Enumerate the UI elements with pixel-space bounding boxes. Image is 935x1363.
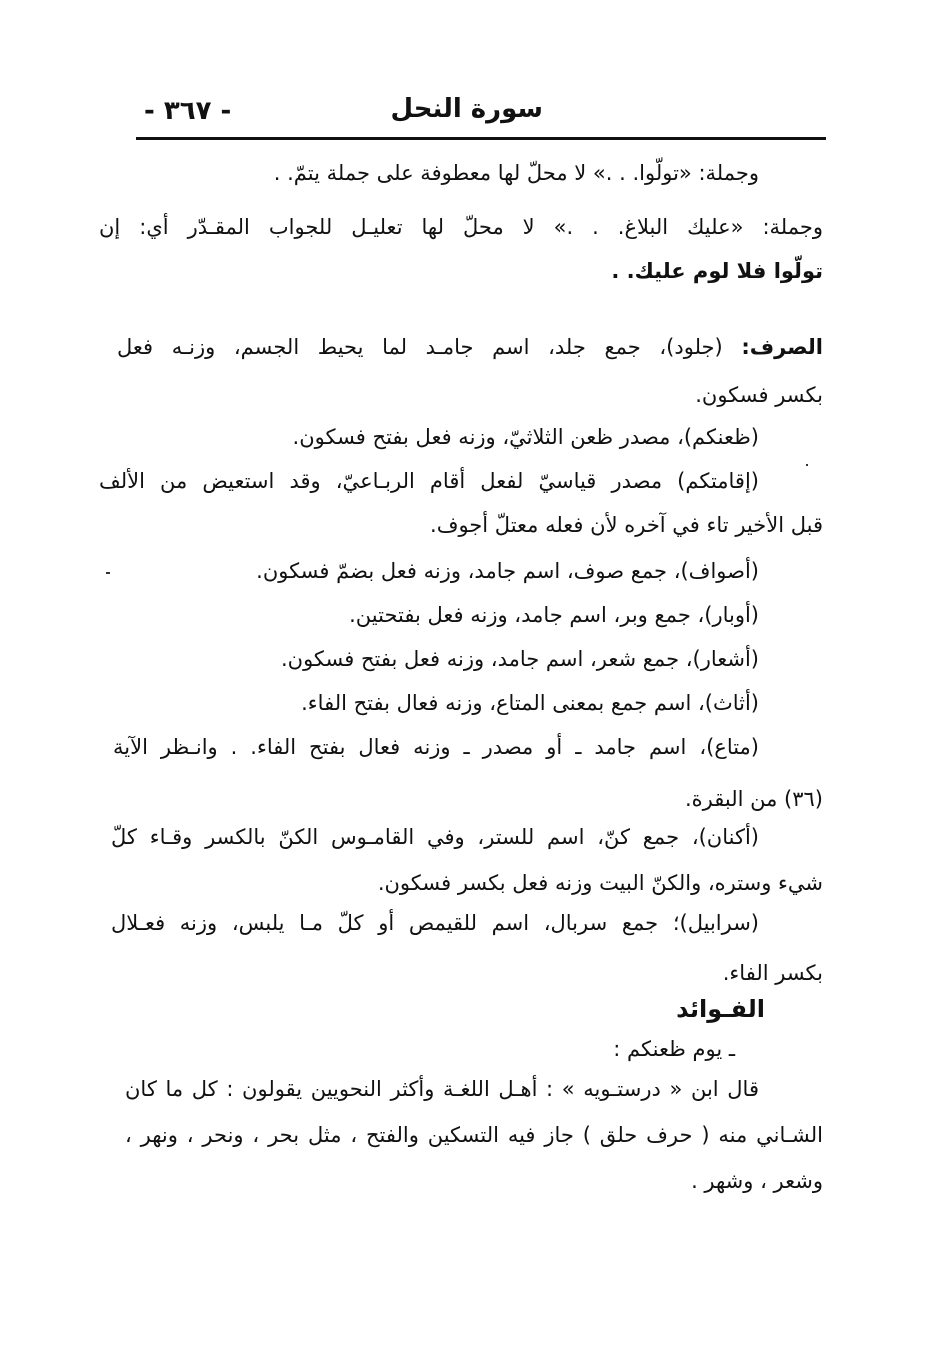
text-line: بكسر فسكون. bbox=[695, 383, 823, 407]
text-line: وجملة: «تولّوا. . .» لا محلّ لها معطوفة على جملة يتمّ. . bbox=[273, 161, 759, 185]
page-header bbox=[138, 92, 825, 138]
text-line: وجملة: «عليك البلاغ. . .» لا محلّ لها تعليـل للجواب المقـدّر أي: إن bbox=[99, 215, 823, 239]
text-line: قبل الأخير تاء في آخره لأن فعله معتلّ أجوف. bbox=[430, 513, 823, 537]
text-line bbox=[117, 332, 823, 362]
text-line: (ظعنكم)، مصدر ظعن الثلاثيّ، وزنه فعل بفتح فسكون. bbox=[292, 425, 759, 449]
text-line: (٣٦) من البقرة. bbox=[684, 787, 823, 811]
text-line: شيء وستره، والكنّ البيت وزنه فعل بكسر فسكون. bbox=[377, 871, 823, 895]
text-line: وشعر ، وشهر . bbox=[691, 1169, 823, 1193]
text-line: تولّوا فلا لوم عليك. . bbox=[611, 259, 823, 283]
surah-title: سورة النحل bbox=[390, 94, 543, 124]
text-line: (إقامتكم) مصدر قياسيّ لفعل أقام الربـاعيّ، وقد استعيض من الألف bbox=[99, 469, 759, 493]
scan-speck bbox=[806, 464, 808, 466]
text-line: (سرابيل)؛ جمع سربال، اسم للقيمص أو كلّ مـا يلبس، وزنه فعـلال bbox=[111, 911, 759, 935]
text-line: ـ يوم ظعنكم : bbox=[613, 1037, 735, 1061]
text-line: قال ابن « درستـويه » : أهـل اللغـة وأكثر النحويين يقولون : كل ما كان bbox=[125, 1077, 759, 1101]
text-line: (أصواف)، جمع صوف، اسم جامد، وزنه فعل بضمّ فسكون. bbox=[256, 559, 759, 583]
header-divider bbox=[136, 137, 826, 140]
text-line: (أثاث)، اسم جمع بمعنى المتاع، وزنه فعال بفتح الفاء. bbox=[301, 691, 759, 715]
sarf-label: الصرف: bbox=[741, 335, 823, 359]
text-line: (متاع)، اسم جامد ـ أو مصدر ـ وزنه فعال بفتح الفاء. . وانـظر الآية bbox=[113, 735, 759, 759]
text-line: (أوبار)، جمع وبر، اسم جامد، وزنه فعل بفتحتين. bbox=[349, 603, 759, 627]
section-heading: الفـوائد bbox=[676, 995, 765, 1023]
page-number: - ٣٦٧ - bbox=[144, 96, 232, 126]
text-line: (أكنان)، جمع كنّ، اسم للستر، وفي القامـوس الكنّ بالكسر وقـاء كلّ bbox=[111, 825, 759, 849]
text-line: الشـاني منه ( حرف حلق ) جاز فيه التسكين والفتح ، مثل بحر ، ونحر ، ونهر ، bbox=[125, 1123, 823, 1147]
text-line-segment: (جلود)، جمع جلد، اسم جامـد لما يحيط الجسم، وزنـه فعل bbox=[117, 335, 723, 359]
scan-speck bbox=[106, 572, 110, 574]
text-line: بكسر الفاء. bbox=[722, 961, 823, 985]
text-line: (أشعار)، جمع شعر، اسم جامد، وزنه فعل بفتح فسكون. bbox=[280, 647, 759, 671]
